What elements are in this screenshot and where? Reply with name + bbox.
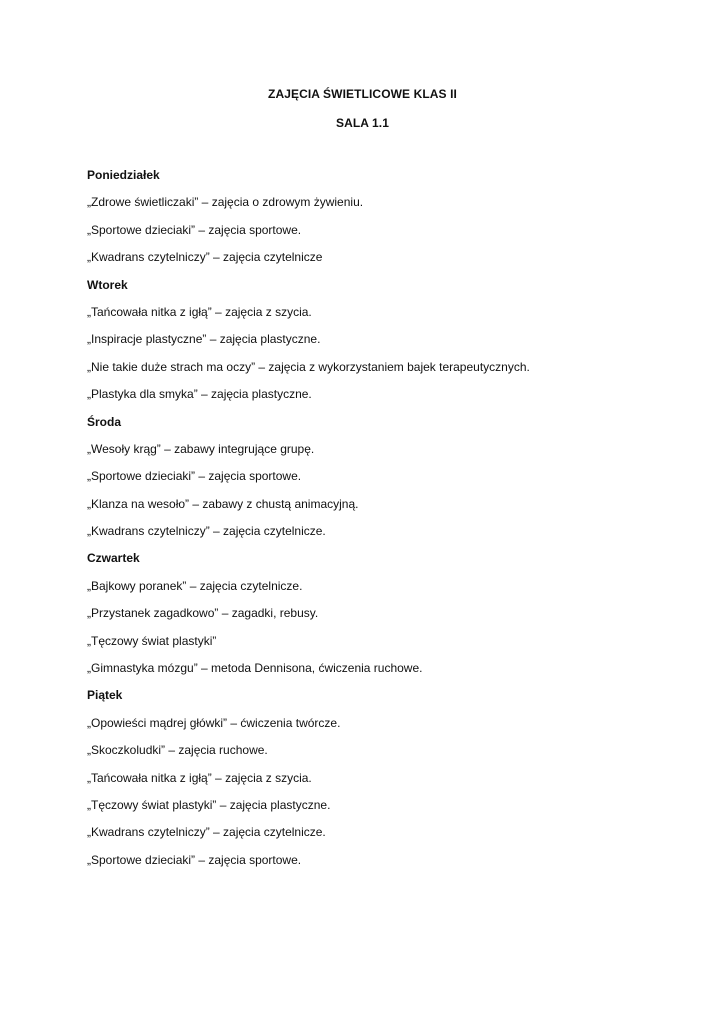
document-title: ZAJĘCIA ŚWIETLICOWE KLAS II [268, 87, 457, 101]
activity-item: „Tańcowała nitka z igłą” – zajęcia z szycia. [87, 304, 312, 319]
day-heading-wednesday: Środa [87, 414, 122, 429]
activity-item: „Opowieści mądrej główki” – ćwiczenia twórcze. [87, 715, 341, 730]
activity-item: „Zdrowe świetliczaki” – zajęcia o zdrowym żywieniu. [87, 195, 364, 210]
room-label: SALA 1.1 [335, 116, 390, 130]
schedule-list [87, 168, 687, 880]
activity-item: „Kwadrans czytelniczy” – zajęcia czytelnicze [87, 250, 323, 265]
activity-item: „Przystanek zagadkowo” – zagadki, rebusy. [87, 606, 319, 621]
activity-item: „Sportowe dzieciaki” – zajęcia sportowe. [87, 222, 302, 237]
activity-item: „Wesoły krąg” – zabawy integrujące grupę. [87, 441, 315, 456]
day-heading-tuesday: Wtorek [87, 277, 128, 292]
activity-item: „Sportowe dzieciaki” – zajęcia sportowe. [87, 852, 302, 867]
activity-item: „Gimnastyka mózgu” – metoda Dennisona, ćwiczenia ruchowe. [87, 661, 423, 676]
activity-item: „Klanza na wesoło” – zabawy z chustą animacyjną. [87, 496, 359, 511]
activity-item: „Kwadrans czytelniczy” – zajęcia czytelnicze. [87, 825, 326, 840]
activity-item: „Plastyka dla smyka” – zajęcia plastyczne. [87, 387, 312, 402]
activity-item: „Inspiracje plastyczne” – zajęcia plastyczne. [87, 332, 321, 347]
activity-item: „Nie takie duże strach ma oczy” – zajęcia z wykorzystaniem bajek terapeutycznych. [87, 359, 530, 374]
activity-item: „Tęczowy świat plastyki” – zajęcia plastyczne. [87, 797, 331, 812]
activity-item: „Sportowe dzieciaki” – zajęcia sportowe. [87, 469, 302, 484]
activity-item: „Tęczowy świat plastyki” [87, 633, 217, 648]
day-heading-monday: Poniedziałek [87, 168, 160, 182]
activity-item: „Tańcowała nitka z igłą” – zajęcia z szycia. [87, 770, 312, 785]
activity-item: „Kwadrans czytelniczy” – zajęcia czytelnicze. [87, 524, 326, 539]
activity-item: „Skoczkoludki” – zajęcia ruchowe. [87, 743, 268, 758]
activity-item: „Bajkowy poranek” – zajęcia czytelnicze. [87, 578, 303, 593]
day-heading-friday: Piątek [87, 688, 123, 703]
day-heading-thursday: Czwartek [87, 551, 140, 566]
